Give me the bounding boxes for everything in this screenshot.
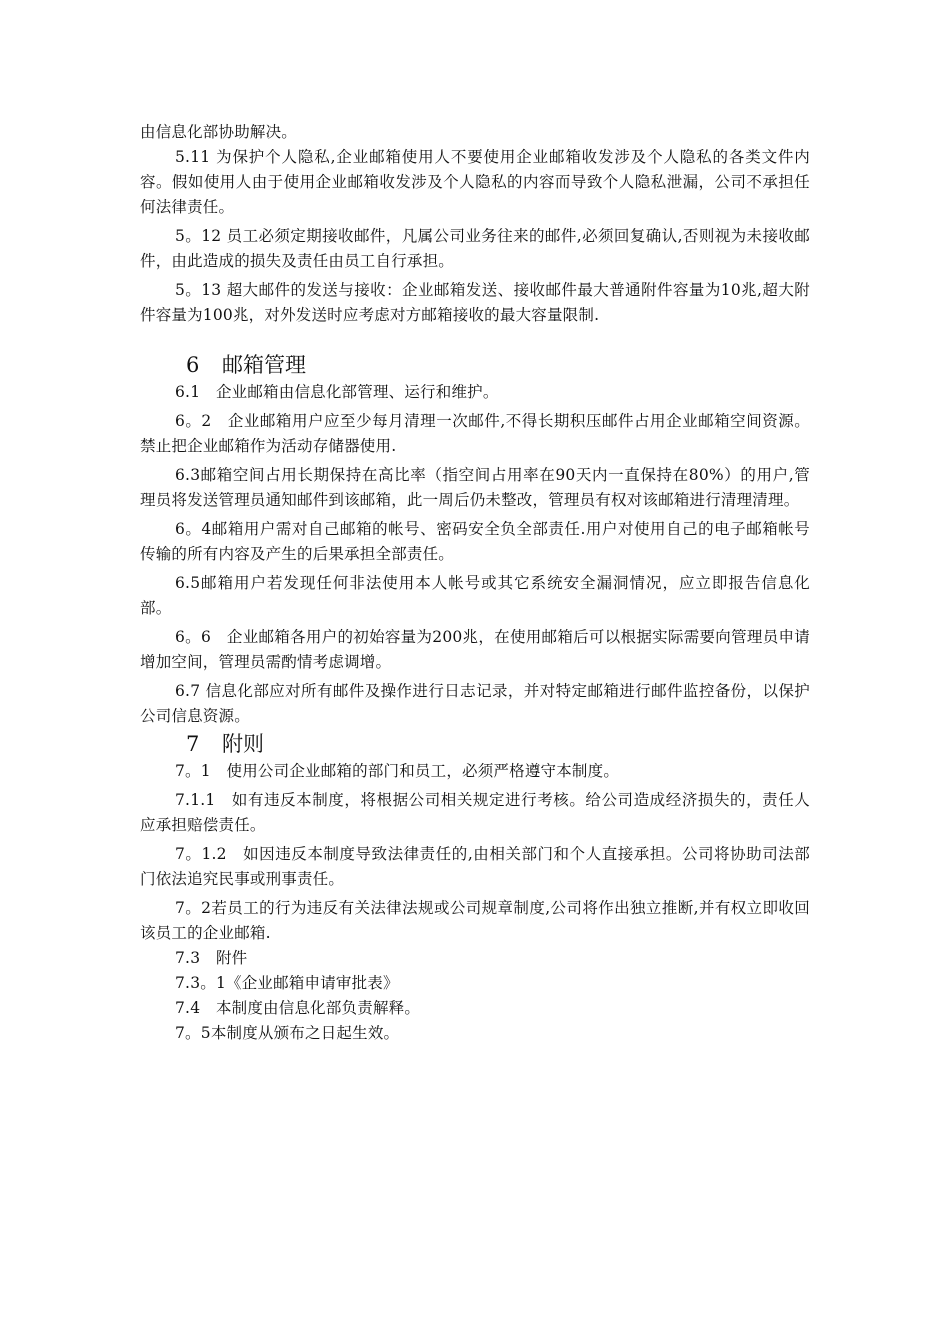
clause-6-1: 6.1 企业邮箱由信息化部管理、运行和维护。 bbox=[175, 383, 499, 401]
clause-7-1-1: 7.1.1 如有违反本制度，将根据公司相关规定进行考核。给公司造成经济损失的，责任人应承担赔偿责任。 bbox=[140, 791, 810, 834]
clause-7-1-2: 7。1.2 如因违反本制度导致法律责任的,由相关部门和个人直接承担。公司将协助司法部门依法追究民事或刑事责任。 bbox=[140, 845, 810, 888]
clause-7-4: 7.4 本制度由信息化部负责解释。 bbox=[175, 999, 421, 1017]
section-6-heading bbox=[140, 350, 810, 380]
clause-5-13: 5。13 超大邮件的发送与接收：企业邮箱发送、接收邮件最大普通附件容量为10兆,超大附件容量为100兆，对外发送时应考虑对方邮箱接收的最大容量限制. bbox=[140, 281, 810, 324]
clause-7-3-1: 7.3。1《企业邮箱申请审批表》 bbox=[175, 974, 399, 992]
clause-6-5: 6.5邮箱用户若发现任何非法使用本人帐号或其它系统安全漏洞情况，应立即报告信息化部。 bbox=[140, 574, 810, 617]
paragraph-continuation: 由信息化部协助解决。 bbox=[140, 123, 298, 141]
clause-7-1: 7。1 使用公司企业邮箱的部门和员工，必须严格遵守本制度。 bbox=[175, 762, 620, 780]
section-7-title: 附则 bbox=[222, 732, 264, 756]
section-7-number: 7 bbox=[186, 732, 200, 756]
clause-5-11: 5.11 为保护个人隐私,企业邮箱使用人不要使用企业邮箱收发涉及个人隐私的各类文件内容。假如使用人由于使用企业邮箱收发涉及个人隐私的内容而导致个人隐私泄漏，公司不承担任何法律责任。 bbox=[140, 148, 810, 216]
document-page bbox=[140, 120, 810, 1046]
clause-7-3: 7.3 附件 bbox=[175, 949, 248, 967]
clause-6-2: 6。2 企业邮箱用户应至少每月清理一次邮件,不得长期积压邮件占用企业邮箱空间资源。禁止把企业邮箱作为活动存储器使用. bbox=[140, 412, 810, 455]
clause-6-7: 6.7 信息化部应对所有邮件及操作进行日志记录，并对特定邮箱进行邮件监控备份，以保护公司信息资源。 bbox=[140, 682, 810, 725]
section-6-number: 6 bbox=[186, 353, 200, 377]
clause-6-4: 6。4邮箱用户需对自己邮箱的帐号、密码安全负全部责任.用户对使用自己的电子邮箱帐号传输的所有内容及产生的后果承担全部责任。 bbox=[140, 520, 810, 563]
clause-7-2: 7。2若员工的行为违反有关法律法规或公司规章制度,公司将作出独立推断,并有权立即收回该员工的企业邮箱. bbox=[140, 899, 810, 942]
clause-5-12: 5。12 员工必须定期接收邮件，凡属公司业务往来的邮件,必须回复确认,否则视为未接收邮件，由此造成的损失及责任由员工自行承担。 bbox=[140, 227, 810, 270]
clause-6-3: 6.3邮箱空间占用长期保持在高比率（指空间占用率在90天内一直保持在80%）的用户,管理员将发送管理员通知邮件到该邮箱，此一周后仍未整改，管理员有权对该邮箱进行清理清理。 bbox=[140, 466, 810, 509]
section-7-heading bbox=[140, 729, 810, 759]
section-6-title: 邮箱管理 bbox=[222, 353, 306, 377]
clause-7-5: 7。5本制度从颁布之日起生效。 bbox=[175, 1024, 400, 1042]
clause-6-6: 6。6 企业邮箱各用户的初始容量为200兆，在使用邮箱后可以根据实际需要向管理员申请增加空间，管理员需酌情考虑调增。 bbox=[140, 628, 810, 671]
